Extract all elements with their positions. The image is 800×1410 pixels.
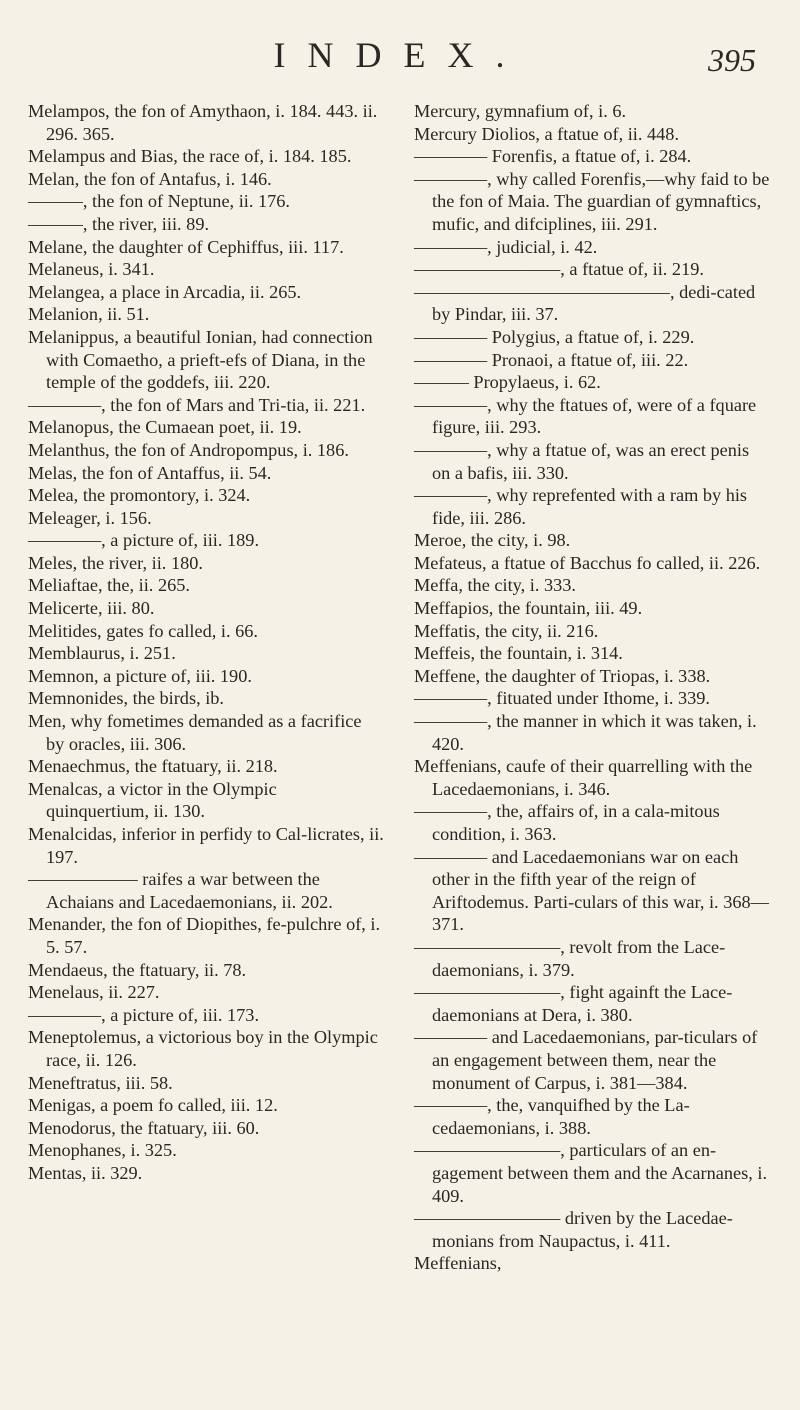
index-entry: Melicerte, iii. 80. (28, 598, 155, 619)
index-entry: Meliaftae, the, ii. 265. (28, 575, 190, 596)
index-entry: ————, judicial, i. 42. (414, 236, 598, 257)
index-entry: Melampos, the fon of Amythaon, i. 184. 443. ii. 296. 365. (28, 101, 378, 144)
index-entry: Menelaus, ii. 227. (28, 982, 160, 1003)
index-entry: ————, why a ftatue of, was an erect penis on a bafis, iii. 330. (414, 439, 750, 483)
index-entry: Meles, the river, ii. 180. (28, 552, 203, 573)
index-column-right (414, 100, 770, 1275)
index-entry: Menander, the fon of Diopithes, fe-pulchre of, i. 5. 57. (28, 914, 381, 957)
index-entry: ————, the fon of Mars and Tri-tia, ii. 221. (28, 394, 366, 415)
index-entry: ————, why reprefented with a ram by his fide, iii. 286. (414, 485, 748, 528)
index-entry: ————, the, affairs of, in a cala-mitous condition, i. 363. (414, 801, 720, 844)
index-entry: Melan, the fon of Antafus, i. 146. (28, 168, 272, 189)
index-entry: Meffenians, caufe of their quarrelling with the Lacedaemonians, i. 346. (414, 756, 753, 799)
index-entry: Mefateus, a ftatue of Bacchus fo called, ii. 226. (414, 552, 761, 573)
index-entry: Mentas, ii. 329. (28, 1162, 143, 1183)
index-entry: Meffatis, the city, ii. 216. (414, 620, 599, 641)
index-entry: Menalcidas, inferior in perfidy to Cal-licrates, ii. 197. (28, 824, 384, 867)
index-entry: ————————, revolt from the Lace-daemonians, i. 379. (414, 936, 726, 980)
index-entry: Melangea, a place in Arcadia, ii. 265. (28, 281, 302, 302)
index-entry: ———, the river, iii. 89. (28, 213, 210, 234)
index-entry: Melanthus, the fon of Andropompus, i. 186. (28, 439, 349, 460)
index-entry: ——————————————, dedi-cated by Pindar, iii. 37. (414, 281, 756, 325)
index-entry: Menalcas, a victor in the Olympic quinquertium, ii. 130. (28, 778, 277, 822)
index-entry: ———— and Lacedaemonians, par-ticulars of an engagement between them, near the monument of Carpus, i. 381—384. (414, 1027, 758, 1093)
index-entry: Mendaeus, the ftatuary, ii. 78. (28, 959, 247, 980)
index-entry: Memnon, a picture of, iii. 190. (28, 665, 252, 686)
index-entry: Menaechmus, the ftatuary, ii. 218. (28, 756, 278, 777)
index-column-left (28, 100, 384, 1185)
index-entry: ————————, a ftatue of, ii. 219. (414, 259, 704, 280)
index-entry: ————, the manner in which it was taken, i. 420. (414, 711, 757, 754)
index-entry: Melitides, gates fo called, i. 66. (28, 620, 258, 641)
index-entry: Meffapios, the fountain, iii. 49. (414, 598, 643, 619)
index-entry: Meroe, the city, i. 98. (414, 530, 571, 551)
index-entry: Memnonides, the birds, ib. (28, 688, 224, 709)
page-number: 395 (708, 42, 756, 78)
index-entry: ————, the, vanquifhed by the La-cedaemonians, i. 388. (414, 1095, 690, 1138)
running-head: INDEX. (273, 35, 527, 75)
index-entry: Melanopus, the Cumaean poet, ii. 19. (28, 417, 302, 438)
index-entry: Meneftratus, iii. 58. (28, 1072, 173, 1093)
index-entry: ———— Polygius, a ftatue of, i. 229. (414, 326, 695, 347)
index-entry: —————— raifes a war between the Achaians and Lacedaemonians, ii. 202. (28, 869, 333, 912)
index-entry: Melanion, ii. 51. (28, 304, 150, 325)
page-header (0, 28, 800, 88)
index-entry: ———————— driven by the Lacedae-monians from Naupactus, i. 411. (414, 1208, 733, 1251)
index-entry: ———— Forenfis, a ftatue of, i. 284. (414, 146, 692, 167)
index-entry: ————————, particulars of an en-gagement between them and the Acarnanes, i. 409. (414, 1140, 768, 1206)
index-entry: Mercury, gymnafium of, i. 6. (414, 101, 627, 121)
index-entry: ———, the fon of Neptune, ii. 176. (28, 191, 290, 212)
index-entry: ————, fituated under Ithome, i. 339. (414, 688, 710, 709)
index-entry: Melaneus, i. 341. (28, 259, 155, 280)
index-entry: ————, a picture of, iii. 189. (28, 530, 260, 551)
index-entry: ————, a picture of, iii. 173. (28, 1004, 260, 1025)
index-entry: Menigas, a poem fo called, iii. 12. (28, 1095, 278, 1116)
index-entry: Memblaurus, i. 251. (28, 643, 176, 664)
index-entry: Meffeis, the fountain, i. 314. (414, 643, 623, 664)
index-entry: Menodorus, the ftatuary, iii. 60. (28, 1117, 260, 1138)
index-entry: ————, why the ftatues of, were of a fquare figure, iii. 293. (414, 394, 757, 438)
index-entry: Meneptolemus, a victorious boy in the Olympic race, ii. 126. (28, 1027, 378, 1070)
index-entry: Men, why fometimes demanded as a facrifice by oracles, iii. 306. (28, 711, 362, 754)
index-entry: Melampus and Bias, the race of, i. 184. 185. (28, 146, 352, 167)
index-entry: ——— Propylaeus, i. 62. (414, 372, 601, 393)
index-entry: Melanippus, a beautiful Ionian, had connection with Comaetho, a prieft-efs of Diana, in the temple of the goddefs, iii. 220. (28, 326, 373, 393)
index-entry: Meffa, the city, i. 333. (414, 575, 576, 596)
index-entry: Melea, the promontory, i. 324. (28, 485, 251, 506)
index-entry: Meffene, the daughter of Triopas, i. 338. (414, 665, 711, 686)
index-entry: Meleager, i. 156. (28, 507, 152, 528)
index-entry: Melane, the daughter of Cephiffus, iii. 117. (28, 236, 344, 257)
index-entry: Menophanes, i. 325. (28, 1140, 177, 1161)
index-entry: ———— and Lacedaemonians war on each other in the fifth year of the reign of Ariftodemus. Parti-culars of this war, i. 368—371. (414, 846, 769, 935)
index-entry: Mercury Diolios, a ftatue of, ii. 448. (414, 123, 680, 144)
index-entry: ————, why called Forenfis,—why faid to be the fon of Maia. The guardian of gymnaftics, mufic, and difciplines, iii. 291. (414, 168, 770, 234)
index-entry: ———— Pronaoi, a ftatue of, iii. 22. (414, 349, 689, 370)
index-entry: Meffenians, (414, 1253, 502, 1274)
index-entry: ————————, fight againft the Lace-daemonians at Dera, i. 380. (414, 982, 733, 1025)
index-entry: Melas, the fon of Antaffus, ii. 54. (28, 462, 272, 483)
